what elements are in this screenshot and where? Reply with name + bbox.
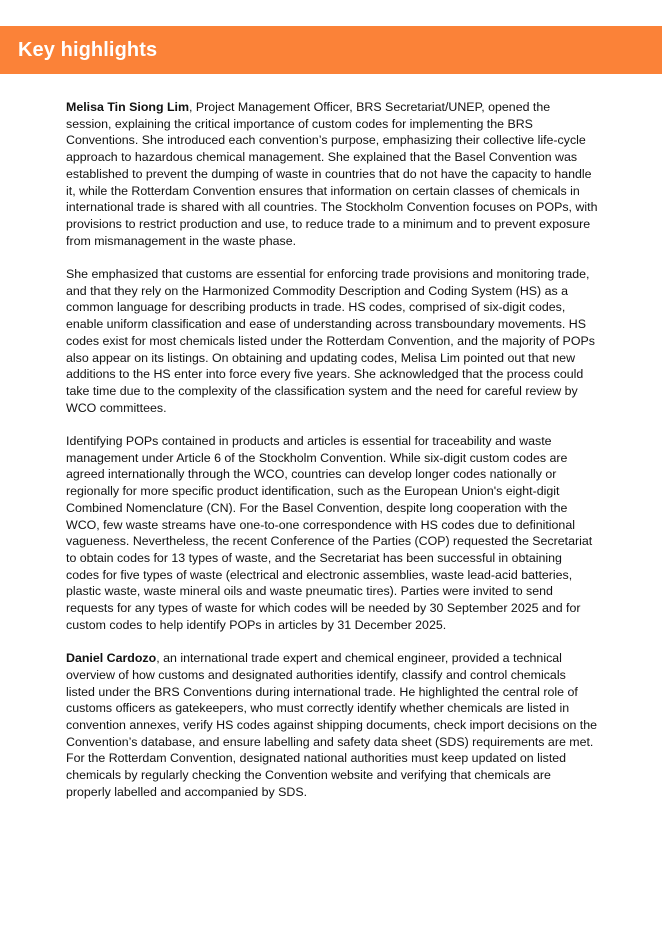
paragraph-text: , Project Management Officer, BRS Secretariat/UNEP, opened the session, explaining the critical importance of custom codes for implementing the BRS Conventions. She introduced each convention’s purpose, emphasizing their collective life-cycle approach to hazardous chemical management. She explained that the Basel Convention was established to prevent the dumping of waste in countries that do not have the capacity to handle it, while the Rotterdam Convention ensures that information on certain classes of chemicals in international trade is shared with all countries. The Stockholm Convention focuses on POPs, with provisions to restrict production and use, to reduce trade to a minimum and to prevent exposure from mismanagement in the waste phase. bbox=[66, 100, 598, 248]
paragraph-text: She emphasized that customs are essential for enforcing trade provisions and monitoring trade, and that they rely on the Harmonized Commodity Description and Coding System (HS) as a common language for describing products in trade. HS codes, comprised of six-digit codes, enable uniform classification and ease of understanding across transboundary movements. HS codes exist for most chemicals listed under the Rotterdam Convention, and the majority of POPs also appear on its listings. On obtaining and updating codes, Melisa Lim pointed out that new additions to the HS enter into force every five years. She acknowledged that the process could take time due to the complexity of the classification system and the need for careful review by WCO committees. bbox=[66, 267, 595, 415]
paragraph-text: , an international trade expert and chemical engineer, provided a technical overview of how customs and designated authorities identify, classify and control chemicals listed under the BRS Conventions during international trade. He highlighted the central role of customs officers as gatekeepers, who must correctly identify whether chemicals are listed in convention annexes, verify HS codes against shipping documents, check import decisions on the Convention’s database, and ensure labelling and safety data sheet (SDS) requirements are met. For the Rotterdam Convention, designated national authorities must keep updated on listed chemicals by regularly checking the Convention website and verifying that chemicals are properly labelled and accompanied by SDS. bbox=[66, 651, 598, 799]
speaker-name: Melisa Tin Siong Lim bbox=[66, 100, 190, 114]
paragraph-opening-session bbox=[66, 99, 598, 249]
paragraph-technical-overview bbox=[66, 650, 598, 800]
paragraph-pops-identification bbox=[66, 433, 598, 633]
paragraph-customs-hs-codes bbox=[66, 266, 598, 416]
speaker-name: Daniel Cardozo bbox=[66, 651, 157, 666]
article-body bbox=[66, 99, 598, 817]
section-header-bar bbox=[0, 26, 662, 74]
paragraph-text: Identifying POPs contained in products and articles is essential for traceability and waste management under Article 6 of the Stockholm Convention. While six-digit custom codes are agreed internationally through the WCO, countries can develop longer codes nationally or regionally for more specific product identification, such as the European Union's eight-digit Combined Nomenclature (CN). For the Basel Convention, despite long cooperation with the WCO, few waste streams have one-to-one correspondence with HS codes due to definitional vagueness. Nevertheless, the recent Conference of the Parties (COP) requested the Secretariat to obtain codes for 13 types of waste, and the Secretariat has been successful in obtaining codes for five types of waste (electrical and electronic assemblies, waste lead-acid batteries, plastic waste, waste mineral oils and waste pneumatic tires). Parties were invited to send requests for any types of waste for which codes will be needed by 30 September 2025 and for custom codes to help identify POPs in articles by 31 December 2025. bbox=[66, 434, 593, 632]
section-title: Key highlights bbox=[18, 39, 158, 61]
